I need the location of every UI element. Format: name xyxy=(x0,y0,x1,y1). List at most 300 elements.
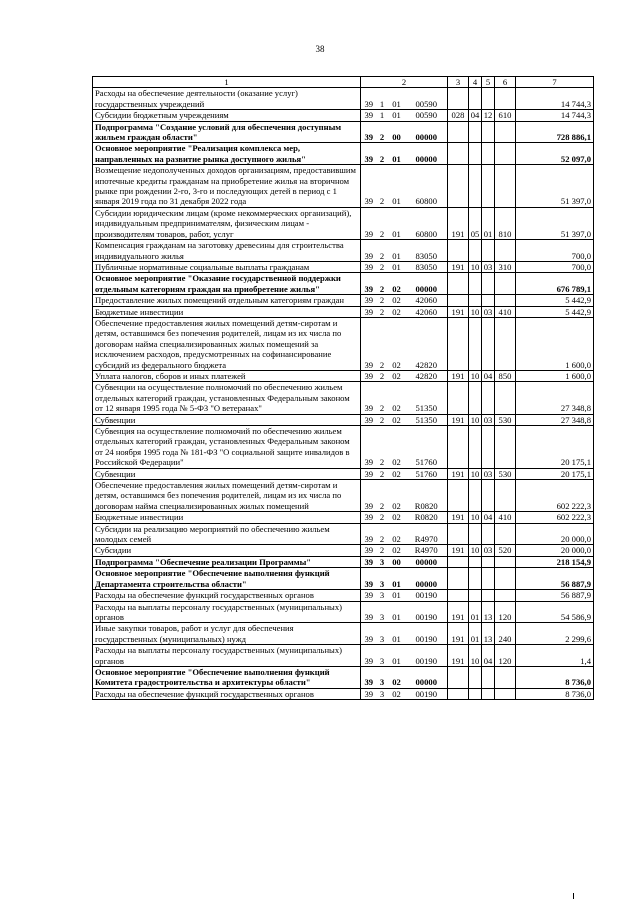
expense-type-cell xyxy=(495,382,516,414)
subsection-cell xyxy=(482,88,495,110)
subsection-cell xyxy=(482,121,495,143)
code-event-cell: 02 xyxy=(388,295,406,306)
table-row xyxy=(93,240,594,262)
row-name-cell: Основное мероприятие "Оказание государственной поддержки отдельным категориям граждан на приобретение жилья" xyxy=(93,273,361,295)
ministry-code-cell xyxy=(448,523,469,545)
amount-cell: 20 175,1 xyxy=(516,426,594,469)
ministry-code-cell: 191 xyxy=(448,601,469,623)
subsection-cell: 04 xyxy=(482,645,495,667)
code-subprogram-cell: 2 xyxy=(377,121,388,143)
table-row xyxy=(93,414,594,425)
code-program-cell: 39 xyxy=(361,426,377,469)
code-event-cell: 00 xyxy=(388,121,406,143)
expense-type-cell xyxy=(495,165,516,208)
code-event-cell: 01 xyxy=(388,207,406,239)
code-program-cell: 39 xyxy=(361,261,377,272)
expense-type-cell: 530 xyxy=(495,468,516,479)
code-direction-cell: 00190 xyxy=(406,601,448,623)
expense-type-cell xyxy=(495,688,516,699)
subsection-cell xyxy=(482,382,495,414)
expense-type-cell xyxy=(495,295,516,306)
subsection-cell: 04 xyxy=(482,512,495,523)
ministry-code-cell xyxy=(448,590,469,601)
table-row xyxy=(93,426,594,469)
code-event-cell: 02 xyxy=(388,468,406,479)
code-event-cell: 01 xyxy=(388,601,406,623)
row-name-cell: Возмещение недополученных доходов организациям, предоставившим ипотечные кредиты гражданам на приобретение жилья на вторичном рынке при рождении 2-го, 3-го и последующих детей в период с 1 января 2019 года по 31 декабря 2022 года xyxy=(93,165,361,208)
ministry-code-cell: 191 xyxy=(448,645,469,667)
code-program-cell: 39 xyxy=(361,645,377,667)
code-subprogram-cell: 1 xyxy=(377,110,388,121)
expense-type-cell xyxy=(495,273,516,295)
section-cell xyxy=(469,165,482,208)
table-row xyxy=(93,295,594,306)
subsection-cell xyxy=(482,590,495,601)
code-subprogram-cell: 2 xyxy=(377,370,388,381)
table-row xyxy=(93,623,594,645)
code-subprogram-cell: 2 xyxy=(377,295,388,306)
section-cell xyxy=(469,480,482,512)
code-subprogram-cell: 3 xyxy=(377,590,388,601)
code-direction-cell: 00590 xyxy=(406,88,448,110)
code-subprogram-cell: 2 xyxy=(377,512,388,523)
code-direction-cell: 00190 xyxy=(406,688,448,699)
table-row xyxy=(93,121,594,143)
ministry-code-cell: 191 xyxy=(448,207,469,239)
subsection-cell: 03 xyxy=(482,468,495,479)
table-row xyxy=(93,382,594,414)
amount-cell: 54 586,9 xyxy=(516,601,594,623)
code-event-cell: 02 xyxy=(388,370,406,381)
code-program-cell: 39 xyxy=(361,414,377,425)
amount-cell: 20 000,0 xyxy=(516,523,594,545)
section-cell: 01 xyxy=(469,601,482,623)
subsection-cell xyxy=(482,480,495,512)
header-col-4: 4 xyxy=(469,77,482,88)
amount-cell: 5 442,9 xyxy=(516,306,594,317)
ministry-code-cell xyxy=(448,556,469,567)
amount-cell: 676 789,1 xyxy=(516,273,594,295)
code-event-cell: 02 xyxy=(388,545,406,556)
code-program-cell: 39 xyxy=(361,143,377,165)
code-direction-cell: R0820 xyxy=(406,512,448,523)
code-event-cell: 01 xyxy=(388,165,406,208)
row-name-cell: Подпрограмма "Обеспечение реализации Программы" xyxy=(93,556,361,567)
subsection-cell: 01 xyxy=(482,207,495,239)
code-subprogram-cell: 2 xyxy=(377,426,388,469)
expense-type-cell xyxy=(495,121,516,143)
table-row xyxy=(93,601,594,623)
code-direction-cell: 42820 xyxy=(406,370,448,381)
table-row xyxy=(93,370,594,381)
table-row xyxy=(93,556,594,567)
table-row xyxy=(93,165,594,208)
ministry-code-cell xyxy=(448,273,469,295)
subsection-cell: 13 xyxy=(482,601,495,623)
expense-type-cell xyxy=(495,317,516,370)
table-row xyxy=(93,317,594,370)
amount-cell: 51 397,0 xyxy=(516,207,594,239)
ministry-code-cell xyxy=(448,426,469,469)
code-direction-cell: 00000 xyxy=(406,143,448,165)
code-event-cell: 02 xyxy=(388,382,406,414)
code-direction-cell: 00000 xyxy=(406,273,448,295)
expense-type-cell: 120 xyxy=(495,601,516,623)
ministry-code-cell: 191 xyxy=(448,623,469,645)
row-name-cell: Бюджетные инвестиции xyxy=(93,306,361,317)
subsection-cell: 03 xyxy=(482,261,495,272)
ministry-code-cell xyxy=(448,480,469,512)
section-cell: 10 xyxy=(469,261,482,272)
code-program-cell: 39 xyxy=(361,317,377,370)
amount-cell: 602 222,3 xyxy=(516,480,594,512)
code-direction-cell: 00590 xyxy=(406,110,448,121)
section-cell: 10 xyxy=(469,468,482,479)
subsection-cell xyxy=(482,143,495,165)
code-event-cell: 01 xyxy=(388,261,406,272)
subsection-cell xyxy=(482,317,495,370)
section-cell xyxy=(469,121,482,143)
code-program-cell: 39 xyxy=(361,165,377,208)
section-cell: 10 xyxy=(469,545,482,556)
code-program-cell: 39 xyxy=(361,207,377,239)
amount-cell: 1 600,0 xyxy=(516,317,594,370)
ministry-code-cell: 191 xyxy=(448,512,469,523)
code-subprogram-cell: 2 xyxy=(377,240,388,262)
code-subprogram-cell: 3 xyxy=(377,556,388,567)
code-event-cell: 02 xyxy=(388,317,406,370)
table-row xyxy=(93,666,594,688)
code-event-cell: 01 xyxy=(388,568,406,590)
code-event-cell: 01 xyxy=(388,143,406,165)
amount-cell: 20 000,0 xyxy=(516,545,594,556)
code-direction-cell: R0820 xyxy=(406,480,448,512)
code-event-cell: 01 xyxy=(388,88,406,110)
code-program-cell: 39 xyxy=(361,382,377,414)
row-name-cell: Основное мероприятие "Обеспечение выполнения функций Комитета градостроительства и архитектуры области" xyxy=(93,666,361,688)
header-col-1: 1 xyxy=(93,77,361,88)
code-direction-cell: 83050 xyxy=(406,240,448,262)
code-direction-cell: R4970 xyxy=(406,523,448,545)
expense-type-cell: 410 xyxy=(495,512,516,523)
code-event-cell: 00 xyxy=(388,556,406,567)
subsection-cell: 03 xyxy=(482,306,495,317)
row-name-cell: Расходы на обеспечение деятельности (оказание услуг) государственных учреждений xyxy=(93,88,361,110)
ministry-code-cell xyxy=(448,382,469,414)
code-subprogram-cell: 2 xyxy=(377,207,388,239)
section-cell xyxy=(469,556,482,567)
row-name-cell: Субсидии xyxy=(93,545,361,556)
header-col-2: 2 xyxy=(361,77,448,88)
row-name-cell: Расходы на обеспечение функций государственных органов xyxy=(93,688,361,699)
code-event-cell: 01 xyxy=(388,110,406,121)
code-direction-cell: 51760 xyxy=(406,468,448,479)
subsection-cell: 12 xyxy=(482,110,495,121)
expense-type-cell xyxy=(495,88,516,110)
code-program-cell: 39 xyxy=(361,666,377,688)
code-subprogram-cell: 3 xyxy=(377,666,388,688)
code-event-cell: 02 xyxy=(388,306,406,317)
ministry-code-cell: 191 xyxy=(448,261,469,272)
ministry-code-cell: 191 xyxy=(448,370,469,381)
row-name-cell: Иные закупки товаров, работ и услуг для обеспечения государственных (муниципальных) нужд xyxy=(93,623,361,645)
code-subprogram-cell: 3 xyxy=(377,688,388,699)
subsection-cell: 04 xyxy=(482,370,495,381)
subsection-cell xyxy=(482,568,495,590)
row-name-cell: Субвенции xyxy=(93,414,361,425)
ministry-code-cell: 191 xyxy=(448,306,469,317)
row-name-cell: Бюджетные инвестиции xyxy=(93,512,361,523)
row-name-cell: Уплата налогов, сборов и иных платежей xyxy=(93,370,361,381)
expense-type-cell xyxy=(495,556,516,567)
code-program-cell: 39 xyxy=(361,623,377,645)
code-subprogram-cell: 2 xyxy=(377,523,388,545)
code-direction-cell: 60800 xyxy=(406,207,448,239)
code-direction-cell: 00000 xyxy=(406,121,448,143)
row-name-cell: Компенсация гражданам на заготовку древесины для строительства индивидуального жилья xyxy=(93,240,361,262)
row-name-cell: Расходы на обеспечение функций государственных органов xyxy=(93,590,361,601)
code-subprogram-cell: 2 xyxy=(377,414,388,425)
code-program-cell: 39 xyxy=(361,688,377,699)
amount-cell: 20 175,1 xyxy=(516,468,594,479)
table-row xyxy=(93,88,594,110)
subsection-cell: 13 xyxy=(482,623,495,645)
expense-type-cell: 610 xyxy=(495,110,516,121)
code-program-cell: 39 xyxy=(361,468,377,479)
expense-type-cell xyxy=(495,590,516,601)
amount-cell: 14 744,3 xyxy=(516,88,594,110)
expense-type-cell: 520 xyxy=(495,545,516,556)
table-row xyxy=(93,512,594,523)
row-name-cell: Обеспечение предоставления жилых помещений детям-сиротам и детям, оставшимся без попечения родителей, лицам из их числа по договорам найма специализированных жилых помещений xyxy=(93,480,361,512)
row-name-cell: Субсидии бюджетным учреждениям xyxy=(93,110,361,121)
expense-type-cell xyxy=(495,480,516,512)
code-program-cell: 39 xyxy=(361,295,377,306)
expense-type-cell: 850 xyxy=(495,370,516,381)
code-direction-cell: 00000 xyxy=(406,666,448,688)
header-col-3: 3 xyxy=(448,77,469,88)
expense-type-cell xyxy=(495,666,516,688)
code-program-cell: 39 xyxy=(361,568,377,590)
code-program-cell: 39 xyxy=(361,523,377,545)
row-name-cell: Расходы на выплаты персоналу государственных (муниципальных) органов xyxy=(93,645,361,667)
code-subprogram-cell: 3 xyxy=(377,568,388,590)
code-program-cell: 39 xyxy=(361,601,377,623)
code-subprogram-cell: 2 xyxy=(377,468,388,479)
amount-cell: 602 222,3 xyxy=(516,512,594,523)
code-program-cell: 39 xyxy=(361,545,377,556)
amount-cell: 56 887,9 xyxy=(516,568,594,590)
expense-type-cell: 410 xyxy=(495,306,516,317)
amount-cell: 27 348,8 xyxy=(516,414,594,425)
subsection-cell xyxy=(482,273,495,295)
subsection-cell: 03 xyxy=(482,545,495,556)
page-number: 38 xyxy=(315,44,325,54)
section-cell xyxy=(469,240,482,262)
code-event-cell: 01 xyxy=(388,590,406,601)
ministry-code-cell xyxy=(448,688,469,699)
subsection-cell xyxy=(482,688,495,699)
table-row xyxy=(93,590,594,601)
expense-type-cell: 530 xyxy=(495,414,516,425)
code-direction-cell: 00000 xyxy=(406,568,448,590)
code-direction-cell: 60800 xyxy=(406,165,448,208)
amount-cell: 1 600,0 xyxy=(516,370,594,381)
expense-type-cell: 240 xyxy=(495,623,516,645)
code-subprogram-cell: 3 xyxy=(377,601,388,623)
table-row xyxy=(93,468,594,479)
ministry-code-cell xyxy=(448,88,469,110)
code-program-cell: 39 xyxy=(361,88,377,110)
code-direction-cell: 42820 xyxy=(406,317,448,370)
header-col-5: 5 xyxy=(482,77,495,88)
code-event-cell: 01 xyxy=(388,240,406,262)
subsection-cell xyxy=(482,240,495,262)
amount-cell: 700,0 xyxy=(516,261,594,272)
code-direction-cell: 00190 xyxy=(406,645,448,667)
ministry-code-cell xyxy=(448,143,469,165)
header-col-7: 7 xyxy=(516,77,594,88)
section-cell xyxy=(469,666,482,688)
subsection-cell xyxy=(482,523,495,545)
section-cell: 10 xyxy=(469,306,482,317)
section-cell xyxy=(469,295,482,306)
code-direction-cell: 83050 xyxy=(406,261,448,272)
code-subprogram-cell: 2 xyxy=(377,545,388,556)
row-name-cell: Публичные нормативные социальные выплаты гражданам xyxy=(93,261,361,272)
ministry-code-cell xyxy=(448,165,469,208)
row-name-cell: Предоставление жилых помещений отдельным категориям граждан xyxy=(93,295,361,306)
code-subprogram-cell: 3 xyxy=(377,623,388,645)
expense-type-cell: 120 xyxy=(495,645,516,667)
table-row xyxy=(93,306,594,317)
expense-type-cell xyxy=(495,426,516,469)
amount-cell: 51 397,0 xyxy=(516,165,594,208)
code-program-cell: 39 xyxy=(361,273,377,295)
expense-type-cell xyxy=(495,568,516,590)
row-name-cell: Субвенция на осуществление полномочий по обеспечению жильем отдельных категорий граждан, установленных Федеральным законом от 24 ноября 1995 года № 181-ФЗ "О социальной защите инвалидов в Российской Федерации" xyxy=(93,426,361,469)
subsection-cell xyxy=(482,165,495,208)
code-program-cell: 39 xyxy=(361,590,377,601)
table-row xyxy=(93,143,594,165)
table-row xyxy=(93,688,594,699)
subsection-cell xyxy=(482,556,495,567)
amount-cell: 728 886,1 xyxy=(516,121,594,143)
subsection-cell xyxy=(482,426,495,469)
code-subprogram-cell: 1 xyxy=(377,88,388,110)
table-row xyxy=(93,480,594,512)
code-subprogram-cell: 2 xyxy=(377,480,388,512)
section-cell xyxy=(469,523,482,545)
section-cell xyxy=(469,382,482,414)
code-direction-cell: 51350 xyxy=(406,382,448,414)
row-name-cell: Основное мероприятие "Реализация комплекса мер, направленных на развитие рынка доступного жилья" xyxy=(93,143,361,165)
section-cell xyxy=(469,426,482,469)
amount-cell: 27 348,8 xyxy=(516,382,594,414)
code-subprogram-cell: 2 xyxy=(377,143,388,165)
code-subprogram-cell: 2 xyxy=(377,306,388,317)
ministry-code-cell xyxy=(448,295,469,306)
section-cell: 01 xyxy=(469,623,482,645)
subsection-cell: 03 xyxy=(482,414,495,425)
subsection-cell xyxy=(482,295,495,306)
code-direction-cell: 42060 xyxy=(406,295,448,306)
code-event-cell: 02 xyxy=(388,480,406,512)
section-cell xyxy=(469,317,482,370)
code-direction-cell: 00190 xyxy=(406,590,448,601)
section-cell xyxy=(469,568,482,590)
code-program-cell: 39 xyxy=(361,306,377,317)
table-row xyxy=(93,207,594,239)
row-name-cell: Субсидии юридическим лицам (кроме некоммерческих организаций), индивидуальным предпринимателям, физическим лицам - производителям товаров, работ, услуг xyxy=(93,207,361,239)
budget-table xyxy=(92,76,594,700)
header-col-6: 6 xyxy=(495,77,516,88)
amount-cell: 2 299,6 xyxy=(516,623,594,645)
code-program-cell: 39 xyxy=(361,556,377,567)
table-header-row xyxy=(93,77,594,88)
table-row xyxy=(93,645,594,667)
code-program-cell: 39 xyxy=(361,121,377,143)
row-name-cell: Основное мероприятие "Обеспечение выполнения функций Департамента строительства области" xyxy=(93,568,361,590)
code-direction-cell: 42060 xyxy=(406,306,448,317)
amount-cell: 5 442,9 xyxy=(516,295,594,306)
row-name-cell: Подпрограмма "Создание условий для обеспечения доступным жильем граждан области" xyxy=(93,121,361,143)
table-row xyxy=(93,273,594,295)
row-name-cell: Обеспечение предоставления жилых помещений детям-сиротам и детям, оставшимся без попечения родителей, лицам из их числа по договорам найма специализированных жилых помещений за исключением расходов, предусмотренных на софинансирование субсидий из федерального бюджета xyxy=(93,317,361,370)
section-cell: 10 xyxy=(469,414,482,425)
ministry-code-cell: 191 xyxy=(448,414,469,425)
code-event-cell: 01 xyxy=(388,645,406,667)
code-subprogram-cell: 2 xyxy=(377,317,388,370)
table-row xyxy=(93,545,594,556)
ministry-code-cell xyxy=(448,317,469,370)
section-cell: 05 xyxy=(469,207,482,239)
ministry-code-cell xyxy=(448,121,469,143)
table-row xyxy=(93,568,594,590)
table-row xyxy=(93,110,594,121)
code-program-cell: 39 xyxy=(361,480,377,512)
section-cell: 10 xyxy=(469,370,482,381)
expense-type-cell xyxy=(495,143,516,165)
section-cell: 04 xyxy=(469,110,482,121)
amount-cell: 700,0 xyxy=(516,240,594,262)
code-program-cell: 39 xyxy=(361,240,377,262)
code-subprogram-cell: 2 xyxy=(377,382,388,414)
section-cell xyxy=(469,88,482,110)
code-direction-cell: R4970 xyxy=(406,545,448,556)
code-subprogram-cell: 2 xyxy=(377,261,388,272)
section-cell: 10 xyxy=(469,645,482,667)
code-program-cell: 39 xyxy=(361,370,377,381)
ministry-code-cell: 191 xyxy=(448,545,469,556)
row-name-cell: Расходы на выплаты персоналу государственных (муниципальных) органов xyxy=(93,601,361,623)
code-event-cell: 02 xyxy=(388,512,406,523)
code-direction-cell: 00190 xyxy=(406,623,448,645)
ministry-code-cell xyxy=(448,240,469,262)
code-event-cell: 02 xyxy=(388,523,406,545)
amount-cell: 1,4 xyxy=(516,645,594,667)
row-name-cell: Субвенции на осуществление полномочий по обеспечению жильем отдельных категорий граждан, установленных Федеральным законом от 12 января 1995 года № 5-ФЗ "О ветеранах" xyxy=(93,382,361,414)
expense-type-cell: 810 xyxy=(495,207,516,239)
ministry-code-cell: 028 xyxy=(448,110,469,121)
scan-edge-mark xyxy=(573,893,574,899)
code-program-cell: 39 xyxy=(361,512,377,523)
code-subprogram-cell: 2 xyxy=(377,165,388,208)
code-subprogram-cell: 3 xyxy=(377,645,388,667)
section-cell: 10 xyxy=(469,512,482,523)
amount-cell: 218 154,9 xyxy=(516,556,594,567)
subsection-cell xyxy=(482,666,495,688)
